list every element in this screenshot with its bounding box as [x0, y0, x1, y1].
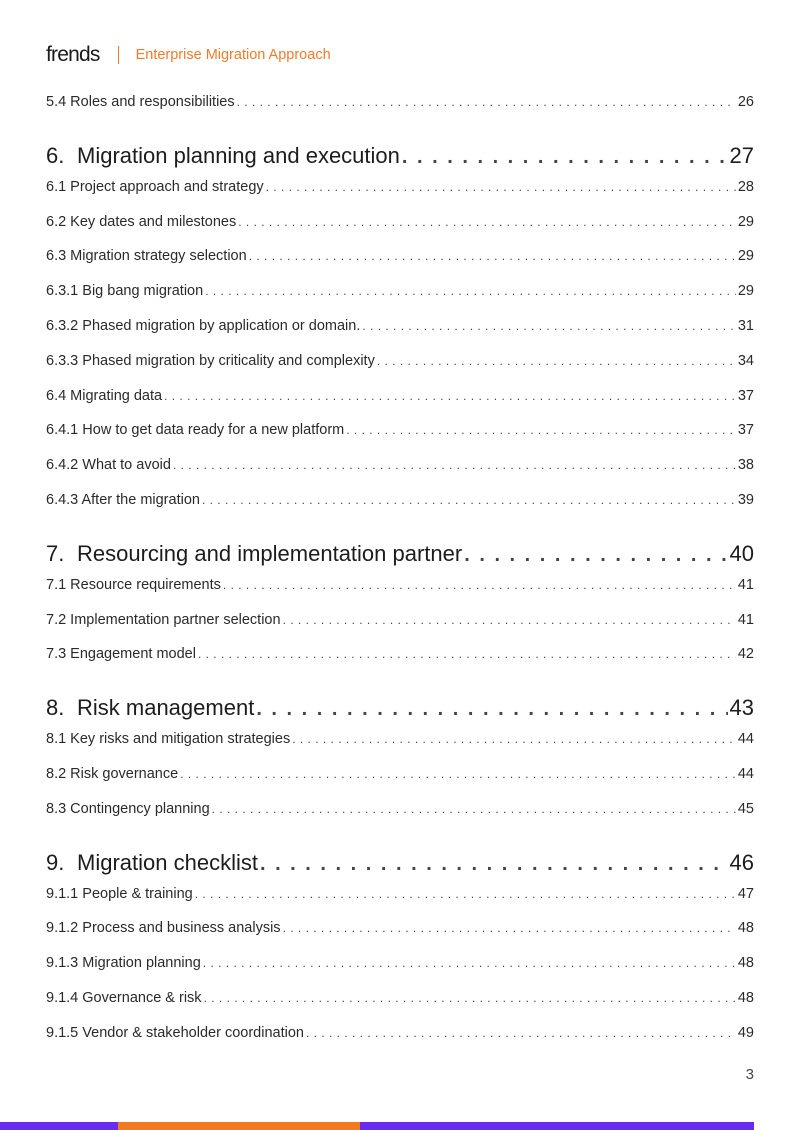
- toc-page-number: 37: [737, 422, 754, 439]
- toc-label: [46, 541, 462, 567]
- page-number: 3: [745, 1066, 754, 1083]
- dot-leader: [266, 180, 736, 194]
- dot-leader: [256, 698, 727, 721]
- section-title: Resourcing and implementation partner: [77, 540, 463, 566]
- toc-label: 5.4 Roles and responsibilities: [46, 94, 235, 110]
- toc-page-number: 46: [729, 849, 754, 875]
- toc-page-number: 49: [737, 1024, 754, 1041]
- footer-segment-orange: [118, 1122, 360, 1130]
- toc-label: 6.3.2 Phased migration by application or domain.: [46, 317, 361, 334]
- toc-label: 6.3.3 Phased migration by criticality and complexity: [46, 352, 375, 369]
- toc-entry[interactable]: [46, 990, 754, 1025]
- toc-label: 6.2 Key dates and milestones: [46, 213, 237, 230]
- toc-page-number: 48: [737, 955, 754, 972]
- dot-leader: [260, 853, 728, 876]
- toc-page-number: 47: [737, 885, 754, 902]
- toc-label: 9.1.4 Governance & risk: [46, 989, 202, 1006]
- toc-page-number: 43: [729, 695, 754, 721]
- toc-page-number: 44: [737, 731, 754, 748]
- toc-label: 6.3 Migration strategy selection: [46, 248, 247, 265]
- section-number: 8.: [46, 695, 65, 721]
- toc-label: 7.1 Resource requirements: [46, 576, 221, 593]
- toc-label: [46, 850, 258, 876]
- section-title: Migration planning and execution: [77, 142, 400, 168]
- toc-page-number: 34: [737, 352, 754, 369]
- toc-label: 6.3.1 Big bang migration: [46, 283, 204, 300]
- toc-section-heading[interactable]: [46, 541, 754, 577]
- toc-entry[interactable]: [46, 801, 754, 836]
- document-title: Enterprise Migration Approach: [135, 47, 331, 63]
- toc-entry[interactable]: [46, 422, 754, 457]
- toc-page-number: 41: [737, 611, 754, 628]
- toc-entry[interactable]: [46, 1025, 754, 1060]
- dot-leader: [238, 215, 736, 229]
- toc-page-number: 48: [737, 989, 754, 1006]
- frends-logo: frends: [46, 43, 100, 66]
- toc-page-number: 29: [737, 283, 754, 300]
- toc-page-number: 29: [737, 213, 754, 230]
- toc-label: 6.4.2 What to avoid: [46, 457, 171, 474]
- dot-leader: [237, 95, 736, 109]
- toc-label: 8.3 Contingency planning: [46, 800, 210, 817]
- toc-label: 6.4.3 After the migration: [46, 491, 200, 508]
- toc-entry[interactable]: [46, 955, 754, 990]
- toc-label: 9.1.1 People & training: [46, 885, 193, 902]
- toc-label: 7.3 Engagement model: [46, 646, 196, 663]
- toc-label: 8.2 Risk governance: [46, 765, 179, 782]
- dot-leader: [180, 767, 736, 781]
- toc-page-number: 31: [737, 317, 754, 334]
- toc-entry[interactable]: [46, 283, 754, 318]
- toc-entry[interactable]: [46, 214, 754, 249]
- document-header: [46, 40, 331, 70]
- section-title: Migration checklist: [77, 849, 258, 875]
- footer-color-bar: [0, 1122, 754, 1130]
- dot-leader: [346, 423, 736, 437]
- toc-entry[interactable]: [46, 94, 754, 129]
- toc-page-number: 40: [729, 540, 754, 566]
- toc-page-number: 37: [737, 387, 754, 404]
- toc-entry[interactable]: [46, 731, 754, 766]
- table-of-contents: [46, 94, 754, 1060]
- dot-leader: [195, 887, 736, 901]
- dot-leader: [292, 732, 736, 746]
- dot-leader: [249, 249, 736, 263]
- section-number: 6.: [46, 142, 65, 168]
- toc-entry[interactable]: [46, 457, 754, 492]
- toc-entry[interactable]: [46, 766, 754, 801]
- toc-page-number: 28: [737, 178, 754, 195]
- dot-leader: [173, 458, 736, 472]
- toc-label: [46, 695, 254, 721]
- toc-label: 6.4 Migrating data: [46, 387, 163, 404]
- toc-label: 6.4.1 How to get data ready for a new platform: [46, 422, 345, 439]
- footer-segment-purple-right: [360, 1122, 754, 1130]
- footer-segment-purple-left: [0, 1122, 118, 1130]
- toc-page-number: 27: [729, 142, 754, 168]
- toc-label: 9.1.5 Vendor & stakeholder coordination: [46, 1024, 304, 1041]
- section-title: Risk management: [77, 695, 255, 721]
- toc-page-number: 29: [737, 248, 754, 265]
- toc-entry[interactable]: [46, 886, 754, 921]
- toc-page-number: 41: [737, 576, 754, 593]
- dot-leader: [164, 389, 736, 403]
- dot-leader: [223, 578, 736, 592]
- dot-leader: [362, 319, 736, 333]
- toc-section-heading[interactable]: [46, 695, 754, 731]
- toc-entry[interactable]: [46, 318, 754, 353]
- toc-section-heading[interactable]: [46, 850, 754, 886]
- section-number: 7.: [46, 540, 65, 566]
- toc-label: 9.1.3 Migration planning: [46, 955, 201, 972]
- toc-entry[interactable]: [46, 492, 754, 527]
- toc-page-number: 26: [737, 94, 754, 110]
- dot-leader: [205, 284, 736, 298]
- dot-leader: [464, 544, 727, 567]
- header-divider: [118, 46, 119, 64]
- dot-leader: [198, 647, 736, 661]
- toc-entry[interactable]: [46, 612, 754, 647]
- toc-page-number: 42: [737, 646, 754, 663]
- toc-page-number: 38: [737, 457, 754, 474]
- dot-leader: [204, 991, 736, 1005]
- dot-leader: [212, 802, 736, 816]
- dot-leader: [306, 1026, 736, 1040]
- toc-entry[interactable]: [46, 577, 754, 612]
- toc-label: 7.2 Implementation partner selection: [46, 611, 281, 628]
- toc-entry[interactable]: [46, 388, 754, 423]
- dot-leader: [202, 493, 736, 507]
- toc-label: 6.1 Project approach and strategy: [46, 178, 264, 195]
- toc-section-heading[interactable]: [46, 143, 754, 179]
- toc-label: 8.1 Key risks and mitigation strategies: [46, 731, 291, 748]
- dot-leader: [377, 354, 736, 368]
- toc-entry[interactable]: [46, 646, 754, 681]
- toc-page-number: 48: [737, 920, 754, 937]
- dot-leader: [283, 613, 736, 627]
- toc-entry[interactable]: [46, 179, 754, 214]
- dot-leader: [283, 921, 736, 935]
- toc-entry[interactable]: [46, 353, 754, 388]
- toc-label: [46, 143, 400, 169]
- section-number: 9.: [46, 849, 65, 875]
- toc-page-number: 44: [737, 765, 754, 782]
- toc-page-number: 39: [737, 491, 754, 508]
- toc-entry[interactable]: [46, 920, 754, 955]
- dot-leader: [203, 956, 736, 970]
- toc-entry[interactable]: [46, 248, 754, 283]
- dot-leader: [402, 146, 728, 169]
- toc-page-number: 45: [737, 800, 754, 817]
- toc-label: 9.1.2 Process and business analysis: [46, 920, 281, 937]
